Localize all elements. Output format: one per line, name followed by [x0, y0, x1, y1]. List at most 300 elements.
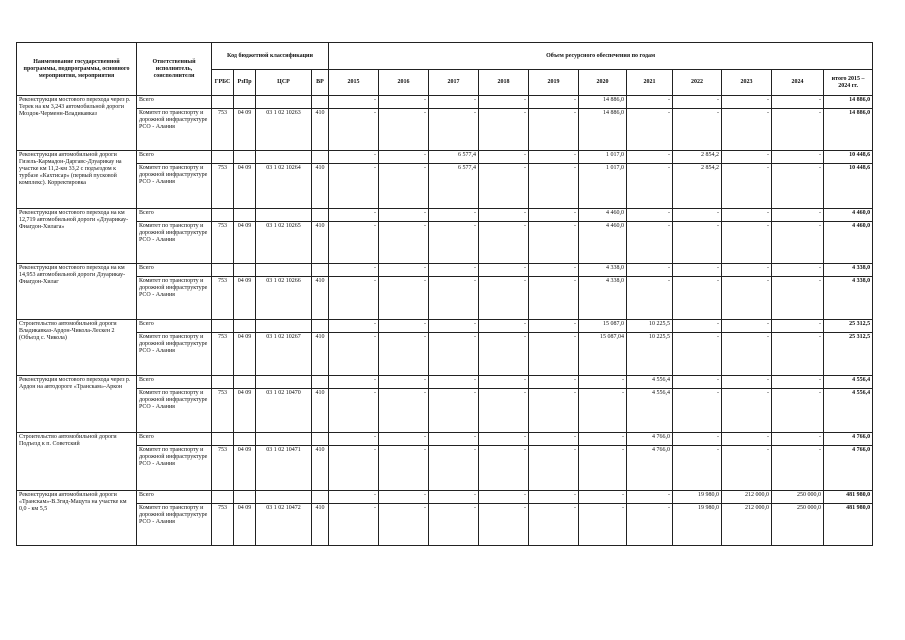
- year-value: -: [379, 96, 429, 109]
- year-value: -: [329, 446, 379, 491]
- empty-code-cell: [312, 96, 329, 109]
- year-value: -: [529, 491, 579, 504]
- year-value: 212 000,0: [722, 504, 772, 546]
- year-value: 15 087,04: [579, 333, 627, 376]
- row-total: 14 886,0: [824, 109, 873, 151]
- year-value: -: [627, 209, 673, 222]
- year-value: -: [329, 504, 379, 546]
- empty-code-cell: [212, 491, 234, 504]
- rzpr-code: 04 09: [234, 222, 256, 264]
- activity-name: Строительство автомобильной дороги Подъезд к п. Советский: [17, 433, 137, 491]
- table-row: [17, 96, 873, 109]
- year-value: -: [722, 320, 772, 333]
- year-value: -: [627, 277, 673, 320]
- empty-code-cell: [212, 320, 234, 333]
- year-value: -: [579, 389, 627, 433]
- year-value: -: [529, 320, 579, 333]
- table-row: [17, 491, 873, 504]
- year-value: -: [722, 222, 772, 264]
- table-row: [17, 376, 873, 389]
- vr-code: 410: [312, 333, 329, 376]
- empty-code-cell: [256, 491, 312, 504]
- empty-code-cell: [256, 264, 312, 277]
- total-label: Всего: [137, 209, 212, 222]
- table-row: [17, 109, 873, 151]
- empty-code-cell: [312, 491, 329, 504]
- activity-name: Реконструкция мостового перехода через р. Терек на км 3,243 автомобильной дороги Моздок-Черменн-Владикавказ: [17, 96, 137, 151]
- year-value: -: [329, 264, 379, 277]
- row-total: 10 448,6: [824, 164, 873, 209]
- empty-code-cell: [234, 264, 256, 277]
- vr-code: 410: [312, 164, 329, 209]
- year-value: 4 766,0: [627, 433, 673, 446]
- year-value: -: [627, 491, 673, 504]
- executor: Комитет по транспорту и дорожной инфраструктуре РСО - Алания: [137, 389, 212, 433]
- row-total: 4 556,4: [824, 389, 873, 433]
- header-responsible: Ответственный исполнитель, соисполнители: [137, 43, 212, 96]
- year-value: -: [673, 109, 722, 151]
- row-total: 481 980,0: [824, 504, 873, 546]
- total-label: Всего: [137, 376, 212, 389]
- year-value: -: [479, 491, 529, 504]
- year-value: 4 460,0: [579, 209, 627, 222]
- total-label: Всего: [137, 264, 212, 277]
- year-value: -: [329, 222, 379, 264]
- row-total: 4 460,0: [824, 209, 873, 222]
- year-value: 4 338,0: [579, 277, 627, 320]
- year-value: -: [429, 96, 479, 109]
- header-year: 2019: [529, 70, 579, 96]
- year-value: -: [479, 109, 529, 151]
- header-grbs: ГРБС: [212, 70, 234, 96]
- total-label: Всего: [137, 151, 212, 164]
- empty-code-cell: [234, 151, 256, 164]
- activity-name: Реконструкция мостового перехода на км 14,953 автомобильной дороги Дзуарикау-Фиагдон-Хилаг: [17, 264, 137, 320]
- row-total: 4 338,0: [824, 277, 873, 320]
- executor: Комитет по транспорту и дорожной инфраструктуре РСО - Алания: [137, 164, 212, 209]
- empty-code-cell: [234, 433, 256, 446]
- year-value: -: [529, 151, 579, 164]
- activity-name: Реконструкция мостового перехода на км 12,719 автомобильной дороги «Дзуарикау-Фиагдон-Хилага»: [17, 209, 137, 264]
- header-year: 2018: [479, 70, 529, 96]
- header-year: 2021: [627, 70, 673, 96]
- header-year: 2022: [673, 70, 722, 96]
- year-value: -: [529, 264, 579, 277]
- year-value: -: [329, 333, 379, 376]
- year-value: -: [379, 222, 429, 264]
- grbs-code: 753: [212, 109, 234, 151]
- year-value: -: [673, 264, 722, 277]
- header-vr: ВР: [312, 70, 329, 96]
- empty-code-cell: [256, 376, 312, 389]
- table-body: [17, 96, 873, 546]
- vr-code: 410: [312, 222, 329, 264]
- row-total: 481 980,0: [824, 491, 873, 504]
- year-value: -: [722, 264, 772, 277]
- empty-code-cell: [212, 151, 234, 164]
- year-value: -: [772, 264, 824, 277]
- grbs-code: 753: [212, 504, 234, 546]
- year-value: 250 000,0: [772, 504, 824, 546]
- year-value: 2 854,2: [673, 164, 722, 209]
- empty-code-cell: [234, 491, 256, 504]
- year-value: -: [579, 491, 627, 504]
- table-row: [17, 222, 873, 264]
- year-value: -: [329, 164, 379, 209]
- year-value: -: [673, 277, 722, 320]
- year-value: -: [627, 151, 673, 164]
- activity-name: Строительство автомобильной дороги Владикавказ-Ардон-Чикола-Лескен 2 (Объезд с. Чикола): [17, 320, 137, 376]
- year-value: 212 000,0: [722, 491, 772, 504]
- empty-code-cell: [256, 320, 312, 333]
- executor: Комитет по транспорту и дорожной инфраструктуре РСО - Алания: [137, 277, 212, 320]
- year-value: -: [772, 433, 824, 446]
- table-row: [17, 151, 873, 164]
- year-value: -: [772, 164, 824, 209]
- year-value: -: [529, 389, 579, 433]
- grbs-code: 753: [212, 164, 234, 209]
- year-value: 10 225,5: [627, 333, 673, 376]
- csr-code: 03 1 02 10265: [256, 222, 312, 264]
- table-header: [17, 43, 873, 96]
- empty-code-cell: [256, 209, 312, 222]
- year-value: -: [673, 389, 722, 433]
- header-funding: Объем ресурсного обеспечения по годам: [329, 43, 873, 70]
- csr-code: 03 1 02 10470: [256, 389, 312, 433]
- csr-code: 03 1 02 10472: [256, 504, 312, 546]
- empty-code-cell: [312, 264, 329, 277]
- year-value: -: [673, 446, 722, 491]
- year-value: -: [429, 277, 479, 320]
- rzpr-code: 04 09: [234, 109, 256, 151]
- total-label: Всего: [137, 96, 212, 109]
- header-year: 2015: [329, 70, 379, 96]
- year-value: -: [722, 209, 772, 222]
- row-total: 25 312,5: [824, 333, 873, 376]
- year-value: -: [529, 222, 579, 264]
- year-value: -: [529, 277, 579, 320]
- grbs-code: 753: [212, 277, 234, 320]
- empty-code-cell: [234, 320, 256, 333]
- rzpr-code: 04 09: [234, 504, 256, 546]
- activity-name: Реконструкция мостового перехода через р. Ардон на автодороге «Транскам»-Аркон: [17, 376, 137, 433]
- header-rzpr: РзПр: [234, 70, 256, 96]
- year-value: -: [379, 491, 429, 504]
- year-value: -: [429, 222, 479, 264]
- year-value: -: [627, 504, 673, 546]
- empty-code-cell: [234, 209, 256, 222]
- table-row: [17, 209, 873, 222]
- year-value: -: [479, 277, 529, 320]
- year-value: 4 556,4: [627, 376, 673, 389]
- year-value: -: [379, 209, 429, 222]
- year-value: -: [579, 446, 627, 491]
- year-value: -: [379, 446, 429, 491]
- header-csr: ЦСР: [256, 70, 312, 96]
- empty-code-cell: [212, 264, 234, 277]
- row-total: 25 312,5: [824, 320, 873, 333]
- year-value: -: [722, 333, 772, 376]
- rzpr-code: 04 09: [234, 164, 256, 209]
- row-total: 14 886,0: [824, 96, 873, 109]
- grbs-code: 753: [212, 446, 234, 491]
- year-value: -: [479, 320, 529, 333]
- year-value: -: [722, 433, 772, 446]
- year-value: -: [772, 96, 824, 109]
- year-value: -: [479, 264, 529, 277]
- year-value: -: [329, 376, 379, 389]
- activity-name: Реконструкция автомобильной дороги «Транскам»-В.Згид-Мацута на участке км 0,0 - км 5,5: [17, 491, 137, 546]
- empty-code-cell: [212, 433, 234, 446]
- year-value: -: [673, 433, 722, 446]
- total-label: Всего: [137, 491, 212, 504]
- year-value: -: [429, 491, 479, 504]
- year-value: -: [673, 333, 722, 376]
- year-value: -: [429, 376, 479, 389]
- year-value: -: [379, 151, 429, 164]
- year-value: -: [772, 109, 824, 151]
- year-value: -: [379, 504, 429, 546]
- year-value: 19 980,0: [673, 491, 722, 504]
- year-value: -: [529, 376, 579, 389]
- header-program: Наименование государственной программы, подпрограммы, основного мероприятия, мероприятия: [17, 43, 137, 96]
- year-value: -: [722, 96, 772, 109]
- year-value: -: [379, 376, 429, 389]
- year-value: -: [722, 164, 772, 209]
- year-value: -: [329, 109, 379, 151]
- year-value: -: [579, 433, 627, 446]
- vr-code: 410: [312, 446, 329, 491]
- year-value: -: [479, 433, 529, 446]
- row-total: 10 448,6: [824, 151, 873, 164]
- year-value: 19 980,0: [673, 504, 722, 546]
- executor: Комитет по транспорту и дорожной инфраструктуре РСО - Алания: [137, 222, 212, 264]
- year-value: -: [673, 222, 722, 264]
- year-value: -: [772, 333, 824, 376]
- year-value: -: [627, 222, 673, 264]
- year-value: -: [772, 209, 824, 222]
- year-value: -: [429, 320, 479, 333]
- header-budget-code: Код бюджетной классификации: [212, 43, 329, 70]
- rzpr-code: 04 09: [234, 389, 256, 433]
- empty-code-cell: [212, 376, 234, 389]
- year-value: -: [379, 433, 429, 446]
- csr-code: 03 1 02 10263: [256, 109, 312, 151]
- rzpr-code: 04 09: [234, 446, 256, 491]
- year-value: 14 886,0: [579, 109, 627, 151]
- year-value: -: [429, 264, 479, 277]
- empty-code-cell: [312, 320, 329, 333]
- year-value: -: [529, 433, 579, 446]
- table-row: [17, 264, 873, 277]
- year-value: 6 577,4: [429, 164, 479, 209]
- year-value: -: [379, 109, 429, 151]
- year-value: -: [429, 209, 479, 222]
- table-row: [17, 389, 873, 433]
- year-value: -: [722, 376, 772, 389]
- year-value: 4 338,0: [579, 264, 627, 277]
- year-value: 15 087,0: [579, 320, 627, 333]
- year-value: -: [772, 389, 824, 433]
- header-year: 2024: [772, 70, 824, 96]
- year-value: 10 225,5: [627, 320, 673, 333]
- total-label: Всего: [137, 320, 212, 333]
- year-value: -: [579, 504, 627, 546]
- table-row: [17, 433, 873, 446]
- year-value: -: [329, 209, 379, 222]
- empty-code-cell: [212, 96, 234, 109]
- rzpr-code: 04 09: [234, 277, 256, 320]
- empty-code-cell: [212, 209, 234, 222]
- year-value: -: [379, 164, 429, 209]
- executor: Комитет по транспорту и дорожной инфраструктуре РСО - Алания: [137, 109, 212, 151]
- year-value: -: [627, 109, 673, 151]
- header-total: итого 2015 – 2024 гг.: [824, 70, 873, 96]
- executor: Комитет по транспорту и дорожной инфраструктуре РСО - Алания: [137, 504, 212, 546]
- year-value: -: [529, 209, 579, 222]
- csr-code: 03 1 02 10267: [256, 333, 312, 376]
- year-value: 4 460,0: [579, 222, 627, 264]
- table-row: [17, 277, 873, 320]
- year-value: -: [627, 96, 673, 109]
- year-value: -: [479, 209, 529, 222]
- empty-code-cell: [256, 433, 312, 446]
- year-value: -: [479, 151, 529, 164]
- activity-name: Реконструкция автомобильной дороги Гизель-Кармадон-Даргавс-Дзуарикау на участке км 11,2-км 33,2 с подъездом к турбазе «Кахтисар» (первый пусковой комплекс). Корректировка: [17, 151, 137, 209]
- year-value: -: [772, 151, 824, 164]
- year-value: -: [379, 320, 429, 333]
- executor: Комитет по транспорту и дорожной инфраструктуре РСО - Алания: [137, 333, 212, 376]
- table-row: [17, 446, 873, 491]
- year-value: -: [772, 222, 824, 264]
- year-value: -: [329, 433, 379, 446]
- year-value: 1 017,0: [579, 164, 627, 209]
- rzpr-code: 04 09: [234, 333, 256, 376]
- year-value: -: [379, 389, 429, 433]
- empty-code-cell: [312, 376, 329, 389]
- empty-code-cell: [312, 433, 329, 446]
- year-value: -: [479, 446, 529, 491]
- grbs-code: 753: [212, 222, 234, 264]
- year-value: -: [772, 277, 824, 320]
- year-value: -: [529, 504, 579, 546]
- year-value: 2 854,2: [673, 151, 722, 164]
- table-row: [17, 320, 873, 333]
- total-label: Всего: [137, 433, 212, 446]
- grbs-code: 753: [212, 333, 234, 376]
- table-row: [17, 333, 873, 376]
- year-value: -: [329, 277, 379, 320]
- funding-table: [16, 42, 873, 546]
- executor: Комитет по транспорту и дорожной инфраструктуре РСО - Алания: [137, 446, 212, 491]
- year-value: -: [529, 446, 579, 491]
- year-value: -: [673, 376, 722, 389]
- year-value: 14 886,0: [579, 96, 627, 109]
- row-total: 4 766,0: [824, 433, 873, 446]
- csr-code: 03 1 02 10471: [256, 446, 312, 491]
- vr-code: 410: [312, 109, 329, 151]
- year-value: -: [479, 376, 529, 389]
- vr-code: 410: [312, 504, 329, 546]
- year-value: -: [479, 222, 529, 264]
- year-value: -: [579, 376, 627, 389]
- table-row: [17, 164, 873, 209]
- empty-code-cell: [234, 376, 256, 389]
- year-value: -: [479, 96, 529, 109]
- year-value: -: [627, 164, 673, 209]
- year-value: -: [329, 151, 379, 164]
- year-value: -: [529, 333, 579, 376]
- year-value: -: [627, 264, 673, 277]
- year-value: 250 000,0: [772, 491, 824, 504]
- header-year: 2023: [722, 70, 772, 96]
- year-value: -: [329, 96, 379, 109]
- year-value: -: [772, 446, 824, 491]
- year-value: -: [329, 389, 379, 433]
- year-value: -: [479, 389, 529, 433]
- csr-code: 03 1 02 10264: [256, 164, 312, 209]
- row-total: 4 556,4: [824, 376, 873, 389]
- year-value: -: [722, 389, 772, 433]
- empty-code-cell: [312, 209, 329, 222]
- year-value: -: [722, 151, 772, 164]
- grbs-code: 753: [212, 389, 234, 433]
- empty-code-cell: [256, 151, 312, 164]
- header-year: 2020: [579, 70, 627, 96]
- year-value: -: [673, 96, 722, 109]
- year-value: -: [329, 320, 379, 333]
- year-value: 4 556,4: [627, 389, 673, 433]
- year-value: -: [479, 504, 529, 546]
- row-total: 4 766,0: [824, 446, 873, 491]
- year-value: -: [479, 333, 529, 376]
- empty-code-cell: [234, 96, 256, 109]
- year-value: -: [479, 164, 529, 209]
- year-value: -: [772, 320, 824, 333]
- year-value: -: [529, 109, 579, 151]
- year-value: 1 017,0: [579, 151, 627, 164]
- year-value: -: [722, 109, 772, 151]
- year-value: -: [529, 164, 579, 209]
- year-value: -: [673, 209, 722, 222]
- year-value: -: [379, 277, 429, 320]
- csr-code: 03 1 02 10266: [256, 277, 312, 320]
- year-value: -: [772, 376, 824, 389]
- year-value: 4 766,0: [627, 446, 673, 491]
- header-year: 2017: [429, 70, 479, 96]
- year-value: -: [429, 109, 479, 151]
- year-value: -: [429, 504, 479, 546]
- year-value: -: [379, 264, 429, 277]
- header-year: 2016: [379, 70, 429, 96]
- funding-table-document: [16, 42, 873, 546]
- year-value: -: [673, 320, 722, 333]
- year-value: -: [429, 446, 479, 491]
- year-value: 6 577,4: [429, 151, 479, 164]
- row-total: 4 338,0: [824, 264, 873, 277]
- year-value: -: [329, 491, 379, 504]
- row-total: 4 460,0: [824, 222, 873, 264]
- vr-code: 410: [312, 277, 329, 320]
- vr-code: 410: [312, 389, 329, 433]
- year-value: -: [429, 389, 479, 433]
- year-value: -: [379, 333, 429, 376]
- empty-code-cell: [312, 151, 329, 164]
- year-value: -: [429, 433, 479, 446]
- year-value: -: [429, 333, 479, 376]
- year-value: -: [722, 446, 772, 491]
- empty-code-cell: [256, 96, 312, 109]
